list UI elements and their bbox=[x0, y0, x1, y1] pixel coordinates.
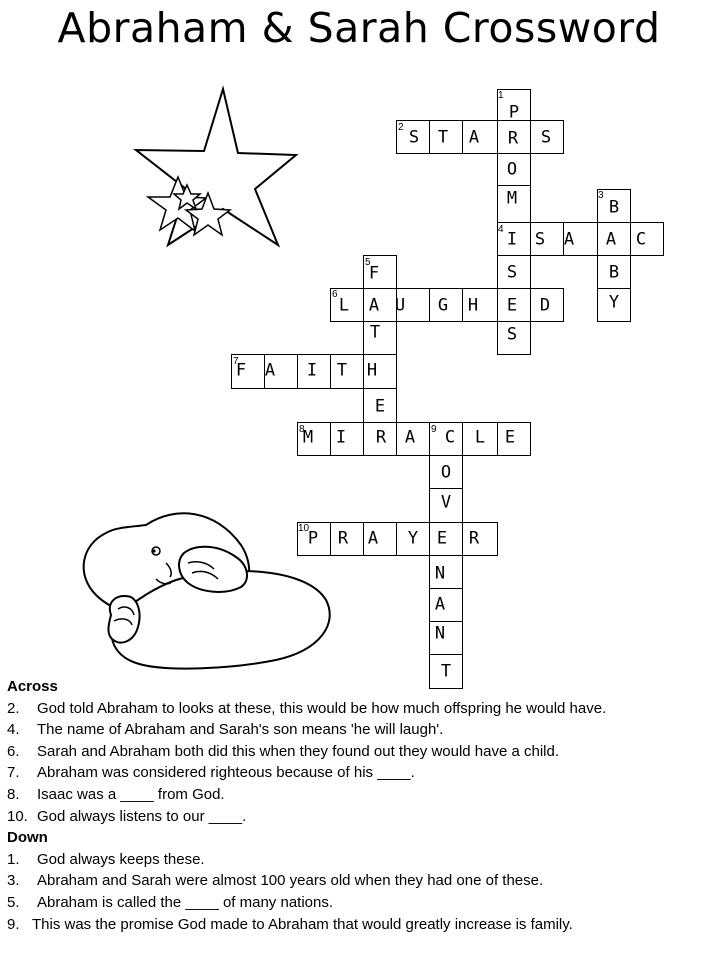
clue-num: 2. bbox=[7, 699, 20, 717]
answer-letter: A bbox=[434, 594, 446, 615]
answer-letter: E bbox=[504, 427, 516, 448]
answer-letter: A bbox=[468, 127, 480, 148]
crossword-cell[interactable] bbox=[462, 120, 498, 154]
answer-letter: D bbox=[539, 295, 551, 316]
answer-letter: R bbox=[375, 427, 387, 448]
answer-letter: R bbox=[507, 128, 519, 149]
answer-letter: T bbox=[440, 661, 452, 682]
clue-num: 10. bbox=[7, 807, 28, 825]
clue-num: 9. bbox=[7, 915, 20, 933]
crossword-cell[interactable] bbox=[462, 522, 498, 556]
answer-letter: M bbox=[506, 188, 518, 209]
answer-letter: S bbox=[408, 127, 420, 148]
answer-letter: L bbox=[474, 427, 486, 448]
clue-item bbox=[7, 806, 715, 828]
clue-item bbox=[7, 762, 715, 784]
clue-num: 4. bbox=[7, 721, 20, 739]
down-heading: Down bbox=[7, 829, 48, 847]
clue-item bbox=[7, 892, 715, 914]
clue-item bbox=[7, 719, 715, 741]
clue-text: Abraham was considered righteous because of his ____. bbox=[37, 764, 415, 782]
answer-letter: V bbox=[440, 492, 452, 513]
answer-letter: P bbox=[307, 528, 319, 549]
page-title: Abraham & Sarah Crossword bbox=[57, 4, 661, 52]
clue-text: This was the promise God made to Abraham that would greatly increase is family. bbox=[32, 915, 573, 933]
clue-number: 5 bbox=[365, 257, 371, 268]
answer-letter: G bbox=[437, 295, 449, 316]
answer-letter: C bbox=[635, 229, 647, 250]
answer-letter: I bbox=[335, 427, 347, 448]
answer-letter: H bbox=[467, 295, 479, 316]
answer-letter: S bbox=[506, 324, 518, 345]
clue-number: 10 bbox=[298, 523, 310, 534]
clue-item bbox=[7, 914, 715, 936]
clue-item bbox=[7, 784, 715, 806]
answer-letter: O bbox=[506, 159, 518, 180]
answer-letter: A bbox=[404, 427, 416, 448]
clue-num: 5. bbox=[7, 893, 20, 911]
answer-letter: E bbox=[436, 528, 448, 549]
clue-num: 3. bbox=[7, 872, 20, 890]
answer-letter: P bbox=[508, 102, 520, 123]
clue-number: 4 bbox=[498, 224, 504, 235]
clue-item bbox=[7, 849, 715, 871]
clue-num: 8. bbox=[7, 785, 20, 803]
clue-num: 6. bbox=[7, 742, 20, 760]
across-heading: Across bbox=[7, 678, 58, 695]
answer-letter: F bbox=[368, 263, 380, 284]
answer-letter: C bbox=[444, 427, 456, 448]
clue-text: Sarah and Abraham both did this when they found out they would have a child. bbox=[37, 742, 560, 760]
clue-text: The name of Abraham and Sarah's son means 'he will laugh'. bbox=[37, 721, 444, 739]
answer-letter: S bbox=[506, 262, 518, 283]
answer-letter: I bbox=[506, 229, 518, 250]
answer-letter: I bbox=[306, 360, 318, 381]
clue-number: 3 bbox=[598, 190, 604, 201]
answer-letter: M bbox=[302, 427, 314, 448]
clue-number: 8 bbox=[299, 424, 305, 435]
answer-letter: R bbox=[468, 528, 480, 549]
clue-text: God always listens to our ____. bbox=[37, 807, 247, 825]
answer-letter: O bbox=[440, 462, 452, 483]
answer-letter: N bbox=[434, 623, 446, 644]
clue-text: God always keeps these. bbox=[37, 850, 205, 868]
clue-number: 2 bbox=[398, 122, 404, 133]
clue-text: God told Abraham to looks at these, this would be how much offspring he would have. bbox=[37, 699, 607, 717]
clue-number: 7 bbox=[233, 356, 239, 367]
answer-letter: R bbox=[337, 528, 349, 549]
answer-letter: L bbox=[338, 295, 350, 316]
answer-letter: A bbox=[368, 295, 380, 316]
answer-letter: T bbox=[369, 322, 381, 343]
answer-letter: A bbox=[563, 229, 575, 250]
answer-letter: A bbox=[264, 360, 276, 381]
answer-letter: B bbox=[608, 197, 620, 218]
answer-letter: A bbox=[605, 229, 617, 250]
star-icon bbox=[130, 85, 300, 260]
clue-number: 9 bbox=[431, 424, 437, 435]
clue-text: Abraham is called the ____ of many nations. bbox=[37, 893, 334, 911]
clue-num: 1. bbox=[7, 850, 20, 868]
answer-letter: N bbox=[434, 563, 446, 584]
answer-letter: T bbox=[437, 127, 449, 148]
clue-item bbox=[7, 741, 715, 763]
answer-letter: E bbox=[506, 295, 518, 316]
clue-text: Abraham and Sarah were almost 100 years old when they had one of these. bbox=[37, 872, 544, 890]
clue-number: 1 bbox=[498, 90, 504, 101]
answer-letter: Y bbox=[608, 292, 620, 313]
clues-section bbox=[7, 676, 715, 935]
answer-letter: A bbox=[367, 528, 379, 549]
answer-letter: S bbox=[540, 127, 552, 148]
clue-item bbox=[7, 698, 715, 720]
answer-letter: T bbox=[336, 360, 348, 381]
clue-text: Isaac was a ____ from God. bbox=[37, 785, 225, 803]
answer-letter: B bbox=[608, 262, 620, 283]
answer-letter: E bbox=[374, 396, 386, 417]
answer-letter: S bbox=[534, 229, 546, 250]
clue-number: 6 bbox=[332, 289, 338, 300]
answer-letter: F bbox=[235, 360, 247, 381]
answer-letter: H bbox=[366, 360, 378, 381]
clue-item bbox=[7, 870, 715, 892]
answer-letter: Y bbox=[407, 528, 419, 549]
answer-letter: U bbox=[394, 295, 406, 316]
clue-num: 7. bbox=[7, 764, 20, 782]
